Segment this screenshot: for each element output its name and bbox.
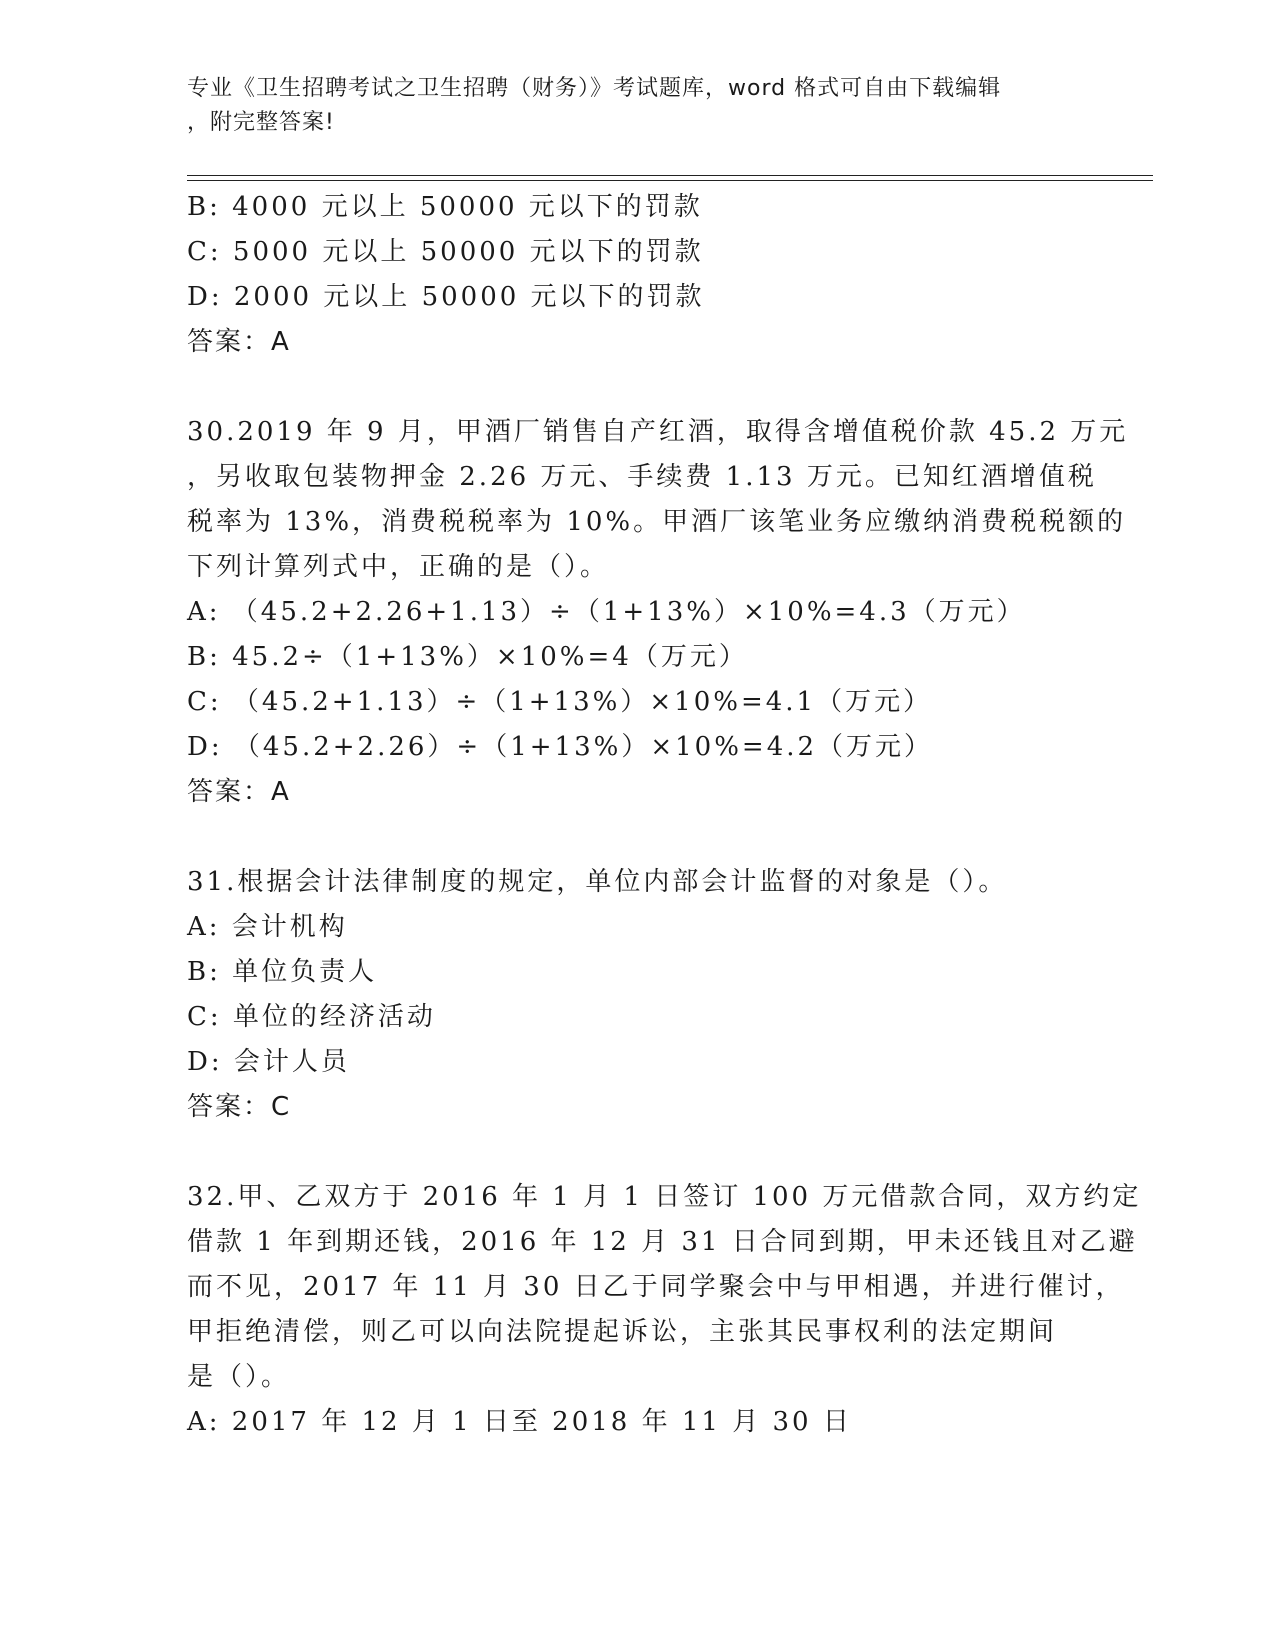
question-30-option-a: A: （45.2+2.26+1.13）÷（1+13%）×10%=4.3（万元） — [187, 597, 1026, 627]
question-30-option-d: D: （45.2+2.26）÷（1+13%）×10%=4.2（万元） — [187, 732, 934, 762]
option-d: D: 2000 元以上 50000 元以下的罚款 — [187, 282, 705, 312]
question-30-answer: 答案：A — [187, 777, 291, 807]
question-32-option-a: A: 2017 年 12 月 1 日至 2018 年 11 月 30 日 — [187, 1407, 852, 1437]
option-c: C: 5000 元以上 50000 元以下的罚款 — [187, 237, 704, 267]
question-30-option-c: C: （45.2+1.13）÷（1+13%）×10%=4.1（万元） — [187, 687, 933, 717]
question-30-stem-line: 下列计算列式中，正确的是（）。 — [187, 552, 610, 582]
question-32-stem-line: 32.甲、乙双方于 2016 年 1 月 1 日签订 100 万元借款合同，双方约定 — [187, 1182, 1142, 1212]
question-30-stem-line: 税率为 13%，消费税税率为 10%。甲酒厂该笔业务应缴纳消费税税额的 — [187, 507, 1127, 537]
answer-label: 答案：A — [187, 327, 291, 357]
question-30-stem-line: ，另收取包装物押金 2.26 万元、手续费 1.13 万元。已知红酒增值税 — [187, 462, 1097, 492]
header-divider-bottom — [187, 180, 1153, 181]
option-b: B: 4000 元以上 50000 元以下的罚款 — [187, 192, 703, 222]
question-32-stem-line: 甲拒绝清偿，则乙可以向法院提起诉讼，主张其民事权利的法定期间 — [187, 1317, 1058, 1347]
question-31-stem-line: 31.根据会计法律制度的规定，单位内部会计监督的对象是（）。 — [187, 867, 1008, 897]
question-31-option-b: B: 单位负责人 — [187, 957, 378, 987]
question-31-option-d: D: 会计人员 — [187, 1047, 350, 1077]
question-31-answer: 答案：C — [187, 1092, 292, 1122]
question-31-option-a: A: 会计机构 — [187, 912, 348, 942]
question-32-stem-line: 是（）。 — [187, 1362, 291, 1392]
question-30-stem-line: 30.2019 年 9 月，甲酒厂销售自产红酒，取得含增值税价款 45.2 万元 — [187, 417, 1129, 447]
header-title-line-2: ，附完整答案! — [187, 110, 335, 135]
question-32-stem-line: 借款 1 年到期还钱，2016 年 12 月 31 日合同到期，甲未还钱且对乙避 — [187, 1227, 1138, 1257]
question-30-option-b: B: 45.2÷（1+13%）×10%=4（万元） — [187, 642, 748, 672]
question-32-stem-line: 而不见，2017 年 11 月 30 日乙于同学聚会中与甲相遇，并进行催讨， — [187, 1272, 1125, 1302]
header-divider-top — [187, 175, 1153, 176]
header-title-line-1: 专业《卫生招聘考试之卫生招聘（财务）》考试题库，word 格式可自由下载编辑 — [187, 76, 1002, 101]
question-31-option-c: C: 单位的经济活动 — [187, 1002, 436, 1032]
document-header — [187, 72, 1067, 140]
